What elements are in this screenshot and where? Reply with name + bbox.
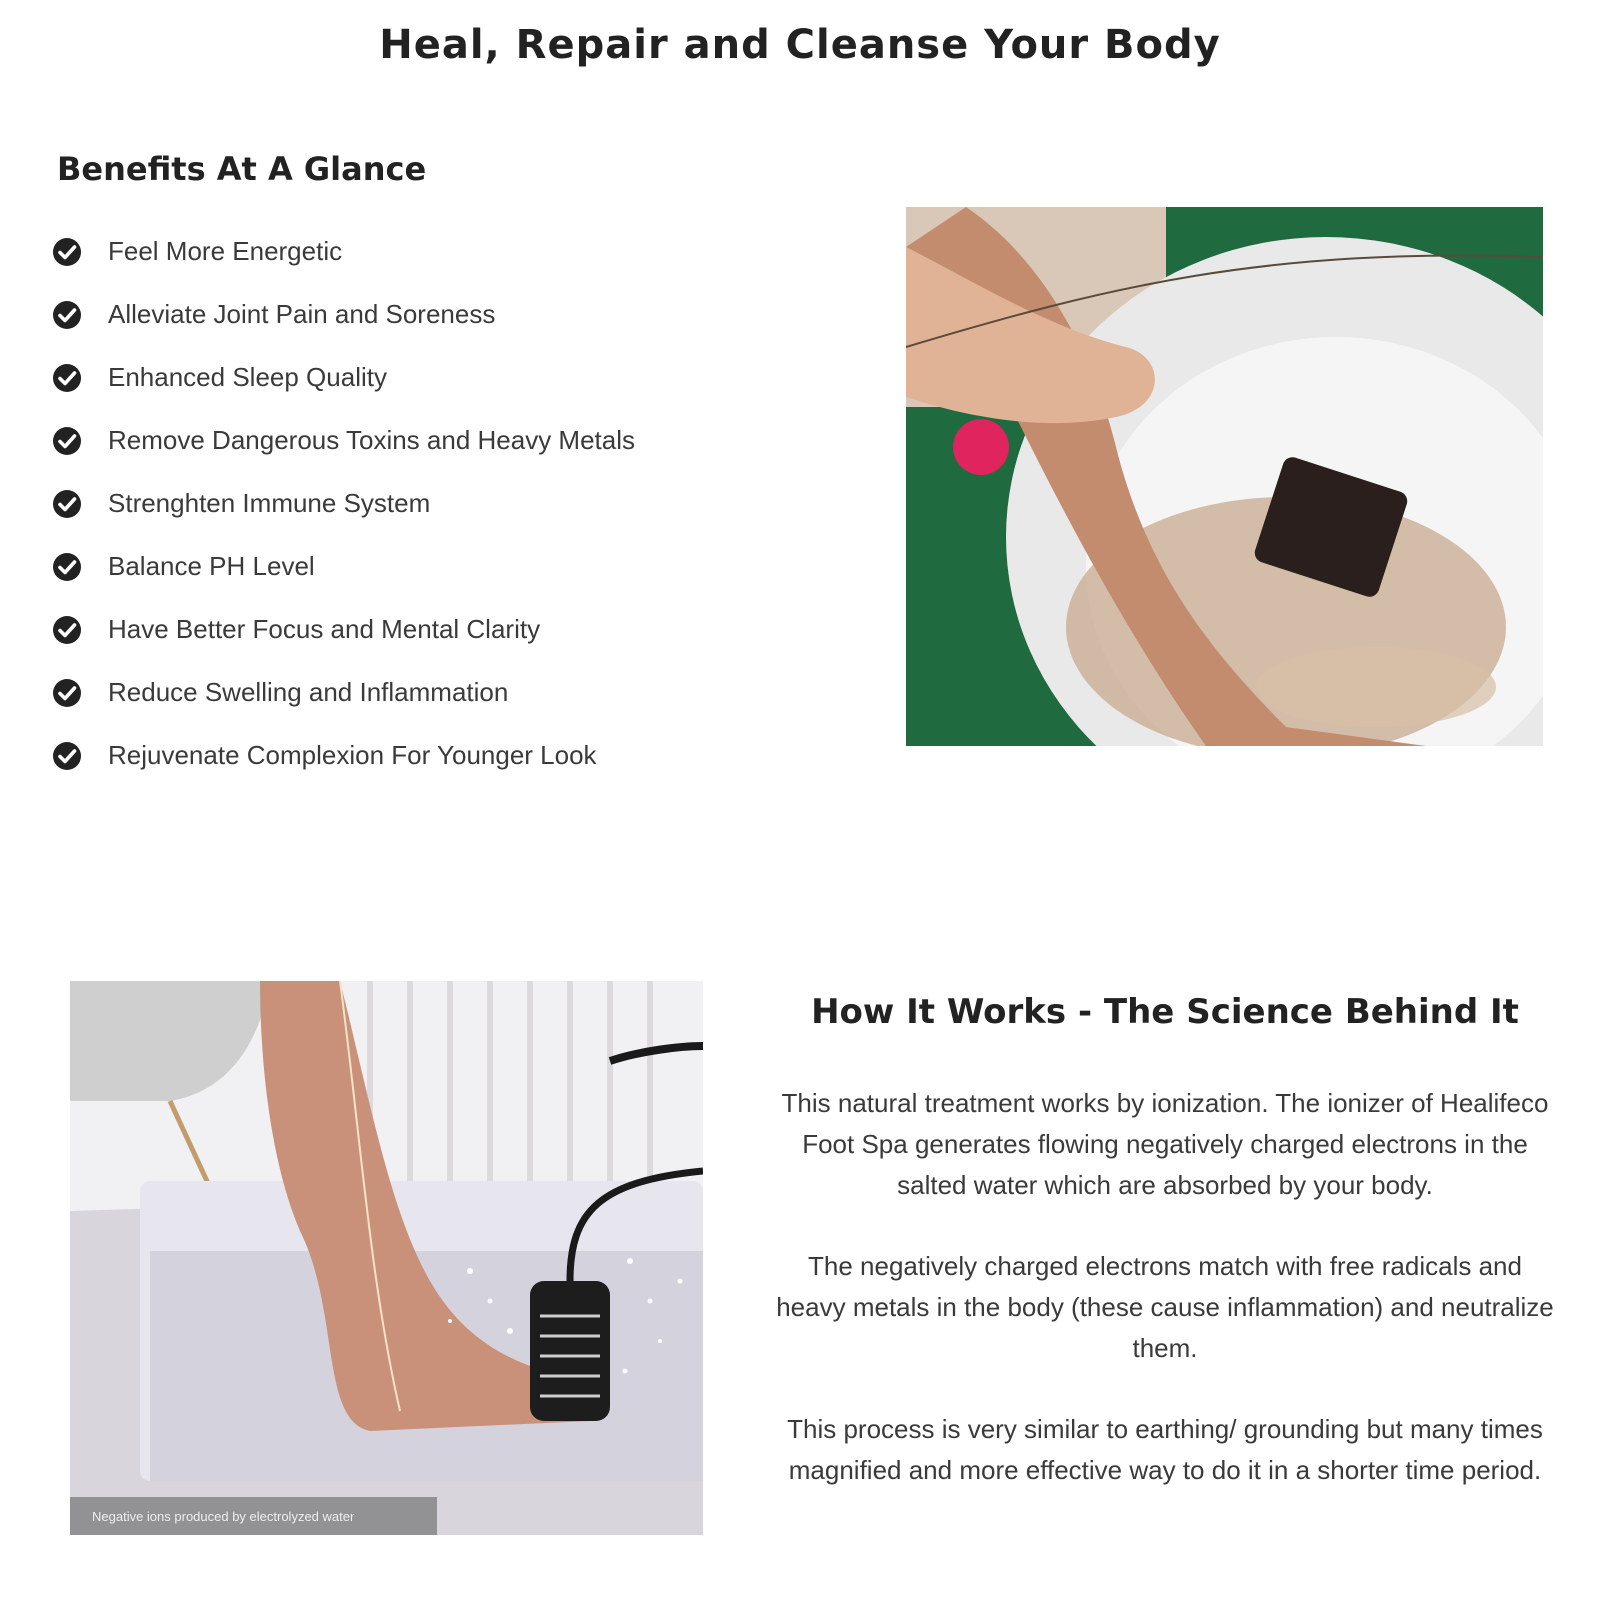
benefits-heading: Benefits At A Glance [57,150,427,188]
benefits-list [52,220,812,787]
benefit-label: Alleviate Joint Pain and Soreness [108,299,496,329]
benefit-item [52,661,812,724]
check-circle-icon [52,741,82,771]
benefit-item [52,535,812,598]
how-it-works-paragraph: This process is very similar to earthing/ grounding but many times magnified and more effective way to do it in a shorter time period. [787,1414,1543,1485]
how-it-works-paragraph: The negatively charged electrons match with free radicals and heavy metals in the body (these cause inflammation) and neutralize them. [776,1251,1554,1363]
image-caption: Negative ions produced by electrolyzed water [70,1497,437,1535]
check-circle-icon [52,552,82,582]
check-circle-icon [52,489,82,519]
benefit-label: Have Better Focus and Mental Clarity [108,614,541,644]
page-title: Heal, Repair and Cleanse Your Body [379,22,1221,68]
check-circle-icon [52,300,82,330]
how-it-works-heading: How It Works - The Science Behind It [811,992,1519,1032]
how-it-works-body [770,1083,1560,1531]
foot-spa-photo [906,207,1543,746]
benefit-label: Enhanced Sleep Quality [108,362,387,392]
benefit-item [52,346,812,409]
benefit-label: Reduce Swelling and Inflammation [108,677,509,707]
check-circle-icon [52,678,82,708]
benefit-item [52,598,812,661]
how-it-works-paragraph: This natural treatment works by ionization. The ionizer of Healifeco Foot Spa generates flowing negatively charged electrons in the salted water which are absorbed by your body. [781,1088,1549,1200]
benefit-label: Balance PH Level [108,551,315,581]
ionizer-illustration [70,981,703,1535]
benefit-item [52,409,812,472]
check-circle-icon [52,363,82,393]
benefit-item [52,283,812,346]
benefit-item [52,472,812,535]
check-circle-icon [52,237,82,267]
benefit-item [52,220,812,283]
foot-spa-illustration [906,207,1543,746]
ionizer-photo [70,981,703,1535]
check-circle-icon [52,615,82,645]
benefit-label: Feel More Energetic [108,236,343,266]
benefit-item [52,724,812,787]
benefit-label: Strenghten Immune System [108,488,431,518]
benefit-label: Rejuvenate Complexion For Younger Look [108,740,597,770]
benefit-label: Remove Dangerous Toxins and Heavy Metals [108,425,636,455]
check-circle-icon [52,426,82,456]
